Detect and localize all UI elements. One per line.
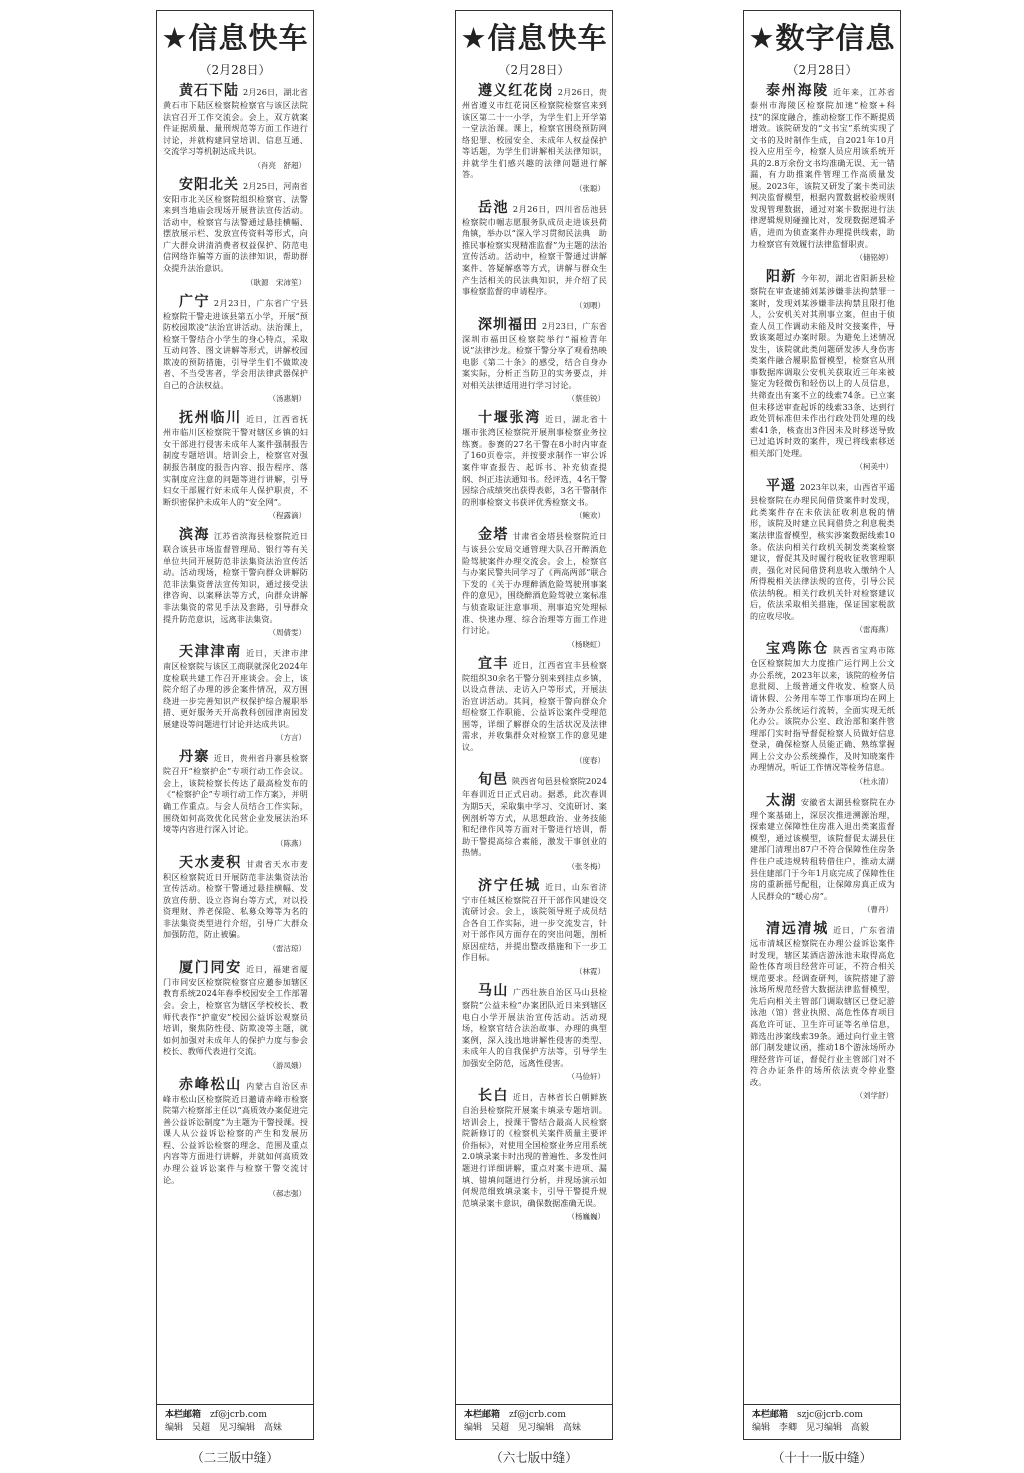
column-3-caption: （十十一版中缝）: [771, 1450, 872, 1465]
news-place: 抚州临川: [179, 410, 243, 427]
news-author: （张冬梅）: [567, 861, 605, 871]
news-body: [462, 527, 607, 636]
news-text: 2月23日，广东省深圳市福田区检察院举行“福检青年说”法律沙龙。检察干警分享了观看热映电影《第二十条》的感受，结合自身办案实际，分析正当防卫的实务要点，并对相关法律适用进行学习讨论。: [462, 320, 607, 390]
news-body: [462, 772, 607, 858]
news-author: （林霓）: [575, 966, 605, 976]
news-place: 平遥: [766, 478, 797, 495]
editors-line: 编辑 李卿 见习编辑 高毅: [752, 1422, 870, 1433]
news-body: [462, 983, 607, 1069]
news-author: （汤惠娟）: [268, 394, 306, 404]
column-footer: [456, 1404, 612, 1439]
news-item: [163, 294, 308, 406]
news-place: 岳池: [478, 199, 509, 216]
news-place: 太湖: [766, 792, 797, 809]
news-body: [163, 410, 308, 508]
news-author: （蔡佳锐）: [567, 394, 605, 404]
news-author: （游凤娥）: [268, 1060, 306, 1070]
news-place: 天津津南: [179, 644, 243, 661]
news-author: （杨晓虹）: [567, 639, 605, 649]
news-text: 江苏省滨海县检察院近日联合该县市场监督管理局、银行等有关单位共同开展防范非法集资法治宣传活动。活动现场，检察干警向群众讲解防范非法集资普法宣传知识，通过接受法律咨询、以案释法等方式，向群众讲解非法集资的常见手法及套路，引导群众提升防范意识，远离非法集资。: [163, 531, 308, 624]
news-body: [462, 878, 607, 964]
news-list: [157, 83, 313, 1200]
news-item: [163, 177, 308, 289]
news-place: 宜丰: [478, 655, 509, 672]
news-text: 广西壮族自治区马山县检察院“公益未检”办案团队近日来到辖区电白小学开展法治宣传活动。活动现场，检察官结合法治故事、办理的典型案例，深入浅出地讲解性侵害的类型、未成年人的自我保护方法等，引导学生加强安全防范，远离性侵害。: [462, 986, 607, 1068]
news-item: [462, 983, 607, 1083]
news-item: [462, 772, 607, 872]
news-body: [163, 294, 308, 392]
news-text: 甘肃省金塔县检察院近日与该县公安局交通管理大队召开醉酒危险驾驶案件办理交流会。会上，检察官与办案民警共同学习了《两高两部“联合下发的《关于办理醉酒危险驾驶刑事案件的意见》，围绕醉酒危险驾驶立案标准与侦查取证注意事项、刑事追究处理标准、快速办理、综合治理等方面工作进行讨论。: [462, 531, 607, 636]
news-author: （柯美中）: [855, 462, 893, 472]
news-author: （方言）: [276, 733, 306, 743]
news-item: [750, 269, 895, 473]
news-place: 赤峰松山: [179, 1076, 243, 1093]
news-author: （程露滴）: [268, 511, 306, 521]
news-text: 安徽省太湖县检察院在办理个案基础上，深层次推进溯源治理，探索建立保障性住房准入退出类案监督模型，通过该模型，该院督促太湖县住建部门清理出87户不符合保障性住房条件住户或违规转租转借住户，推动太湖县住建部门于今年1月底完成了保障性住房的重新摇号配租，让保障房真正成为人民群众的“暖心房”。: [750, 796, 895, 901]
news-item: [163, 960, 308, 1072]
news-body: [462, 656, 607, 754]
news-author: （杜永清）: [855, 776, 893, 786]
news-place: 泰州海陵: [766, 83, 830, 99]
news-item: [462, 83, 607, 195]
news-item: [462, 1088, 607, 1223]
news-body: [750, 83, 895, 250]
news-author: （杨巍巍）: [567, 1212, 605, 1222]
news-item: [163, 83, 308, 172]
news-text: 近日，天津市津南区检察院与该区工商联就深化2024年度检联共建工作召开座谈会。会上，该院介绍了办理的涉企案件情况，双方围绕进一步完善知识产权保护综合履职举措、更好服务天开高教科创园津南园发展建设等问题进行讨论并达成共识。: [163, 648, 309, 729]
news-text: 2023年以来，山西省平遥县检察院在办理民间借贷案件时发现，此类案件存在未依法征收利息税的情形，该院及时建立民间借贷之利息税类案法律监督模型，核实涉案数据线索10条。依法向相关行政机关制发类案检察建议，督促其及时履行税收征收管理职责，强化对民间借贷利息收入缴纳个人所得税相关法律法规的宣传，引导公民依法纳税。相关行政机关针对检察建议后，依法采取相关措施，保证国家税款的应收尽收。: [750, 482, 895, 621]
news-body: [462, 1088, 607, 1209]
news-body: [462, 317, 607, 392]
news-text: 陕西省宝鸡市陈仓区检察院加大力度推广运行网上公文办公系统，2023年以来，该院的检务信息批阅、上级普通文件收发、检察人员请休假、公务用车等工作事项均在网上公务办公系统运行流转，全面实现无纸化办公。该院办公室、政治部和案件管理部门实时指导督促检察人员做好信息登录，确保检察人员能正确、熟练掌握网上公文办公系统操作，及时知晓案件办理情况，听证工作情况等检务信息。: [750, 645, 896, 773]
news-text: 近日，福建省厦门市同安区检察院检察官应邀参加辖区教育系统2024年春季校园安全工作部署会。会上，检察官为辖区学校校长、教师代表作“护童安”校园公益诉讼观察员培训，聚焦防性侵、防欺凌等主题，就如何加强对未成年人的保护力度与参会校长、教师代表进行交流。: [163, 963, 309, 1057]
news-item: [750, 921, 895, 1102]
news-place: 旬邑: [478, 772, 509, 789]
news-author: （刘喂）: [575, 300, 605, 310]
news-body: [750, 269, 895, 459]
news-item: [163, 855, 308, 955]
news-author: （周倩雯）: [268, 628, 306, 638]
news-author: （雷海燕）: [855, 625, 893, 635]
news-body: [163, 960, 308, 1058]
news-body: [163, 644, 308, 730]
editors-line: 编辑 吴超 见习编辑 高妹: [464, 1422, 582, 1433]
news-body: [750, 921, 895, 1088]
news-place: 广宁: [179, 293, 210, 310]
news-item: [163, 749, 308, 849]
news-place: 金塔: [478, 527, 509, 544]
news-place: 滨海: [179, 527, 210, 544]
news-place: 清远清城: [766, 921, 830, 938]
news-author: （度春）: [575, 756, 605, 766]
news-text: 近日，贵州省丹寨县检察院召开“检察护企”专项行动工作会议。会上，该院检察长传达了最高检发布的《“检察护企”专项行动工作方案》，并明确工作重点。与会人员结合工作实际，围绕如何高效优化民营企业发展法治环境等内容进行深入讨论。: [163, 753, 308, 835]
news-item: [163, 527, 308, 639]
news-text: 内蒙古自治区赤峰市松山区检察院近日邀请赤峰市检察院第六检察部主任以“高质效办案促进完善公益诉讼制度”为主题为干警授课。授课人从公益诉讼检察的产生和发展历程、公益诉讼检察的理念、范围及重点内容等方面进行讲解，并就如何高质效办理公益诉讼案件与检察干警交流讨论。: [163, 1080, 309, 1185]
news-place: 济宁任城: [478, 877, 542, 894]
news-body: [462, 410, 607, 508]
column-date: （2月28日）: [498, 63, 570, 77]
news-text: 2月23日，广东省广宁县检察院干警走进该县第五小学，开展“预防校园欺凌”法治宣讲活动。法治课上，检察干警结合小学生的身心特点，采取互动问答、图文讲解等形式，讲解校园欺凌的预防措施，引导学生们不做欺凌者、不当受害者，学会用法律武器保护自己的合法权益。: [163, 297, 308, 390]
news-list: [456, 83, 612, 1223]
news-author: （鲍欢）: [575, 511, 605, 521]
email-label: 本栏邮箱: [464, 1410, 501, 1420]
news-item: [462, 410, 607, 522]
news-author: （雷沽琼）: [268, 943, 306, 953]
news-body: [750, 478, 895, 622]
news-author: （肖亮 舒超）: [253, 160, 306, 170]
news-text: 近日，吉林省长白朝鲜族自治县检察院开展案卡填录专题培训。培训会上，授课干警结合最高人民检察院新修订的《检察机关案件质量主要评价指标》，对使用全国检察业务应用系统2.0填录案卡时出现的普遍性、多发性问题进行详细讲解，重点对案卡进项、漏填、错填问题进行分析，并现场演示如何规范细致填录案卡，引导干警提升规范填录案卡意识，确保数据准确无误。: [462, 1092, 607, 1208]
email-link[interactable]: szjc@jcrb.com: [797, 1410, 863, 1420]
column-2: [455, 10, 613, 1440]
news-body: [163, 83, 308, 158]
news-item: [750, 478, 895, 636]
news-body: [163, 527, 308, 625]
news-item: [163, 644, 308, 744]
editors-line: 编辑 吴超 见习编辑 高妹: [165, 1422, 283, 1433]
news-item: [163, 1077, 308, 1200]
news-body: [750, 641, 895, 773]
news-item: [462, 656, 607, 768]
news-item: [750, 793, 895, 916]
news-author: （刘学舒）: [855, 1091, 893, 1101]
news-text: 近日，山东省济宁市任城区检察院召开干部作风建设交流研讨会。会上，该院领导班子成员结合各自工作实际，进一步交流发言，针对干部作风方面存在的突出问题，剖析原因症结，并提出整改措施和下一步工作目标。: [462, 881, 608, 963]
column-date: （2月28日）: [786, 63, 858, 77]
news-text: 2月26日，四川省岳池县检察院巾帼志愿服务队成员走进该县荷角镇，举办以“深入学习贯彻民法典 助推民事检察实现精准监督”为主题的法治宣传活动。活动中，检察干警通过讲解案件、答疑解惑等方式，讲解与群众生产生活相关的民法典知识，并介绍了民事检察监督的申请程序。: [462, 203, 607, 297]
news-item: [462, 317, 607, 406]
news-body: [163, 855, 308, 941]
email-label: 本栏邮箱: [165, 1410, 202, 1420]
news-author: （储铭婷）: [855, 253, 893, 263]
news-text: 2月26日，贵州省遵义市红花岗区检察院检察官来到该区第二十一小学，为学生们上开学第一堂法治课。课上，检察官围绕预防网络犯罪、校园安全、未成年人权益保护等话题，为学生们讲解相关法律知识，并就学生们感兴趣的法律问题进行解答。: [462, 87, 607, 180]
column-3: [743, 10, 901, 1440]
news-item: [750, 641, 895, 787]
news-place: 厦门同安: [179, 959, 243, 976]
news-body: [462, 83, 607, 181]
news-text: 近日，广东省清远市清城区检察院在办理公益诉讼案件时发现，辖区某酒店游泳池未取得高危险性体育项目经营许可证，不符合相关规范要求。经调查研判，该院搭建了游泳场所规范经营大数据法律监督模型，先后向相关主管部门调取辖区已登记游泳池（馆）营业执照、高危性体育项目高危许可证、卫生许可证等名单信息，筛选出涉案线索39条。通过向行业主管部门制发建议函，推动18个游泳场所办理经营许可证，督促行业主管部门对不符合办证条件的场所依法责令停业整改。: [750, 925, 896, 1087]
news-place: 丹寨: [179, 749, 210, 766]
news-text: 近日，湖北省十堰市张湾区检察院开展刑事检察业务拉练赛。参赛的27名干警在8小时内审查了160页卷宗，并按要求制作一审公诉案件审查报告、起诉书、补充侦查提纲、纠正违法通知书。经评选，4名干警因综合成绩突出获得表彰，3名干警制作的刑事检察文书获评优秀检察文书。: [462, 414, 608, 507]
news-place: 黄石下陆: [179, 83, 240, 99]
news-item: [462, 878, 607, 978]
column-1-caption: （二三版中缝）: [191, 1450, 279, 1465]
news-item: [462, 527, 607, 650]
news-place: 安阳北关: [179, 176, 240, 193]
news-author: （郝志强）: [268, 1189, 306, 1199]
news-author: （张聪）: [575, 183, 605, 193]
news-body: [163, 749, 308, 835]
news-author: （曹丹）: [863, 905, 893, 915]
news-item: [462, 200, 607, 312]
news-item: [750, 83, 895, 264]
column-footer: [744, 1404, 900, 1439]
news-place: 遵义红花岗: [478, 83, 554, 99]
news-item: [163, 410, 308, 522]
news-place: 阳新: [766, 269, 797, 286]
news-list: [744, 83, 900, 1102]
column-header: ★信息快车: [460, 21, 608, 55]
news-place: 宝鸡陈仓: [766, 641, 830, 658]
column-1: [156, 10, 314, 1440]
news-place: 十堰张湾: [478, 410, 542, 427]
column-footer: [157, 1404, 313, 1439]
news-body: [163, 177, 308, 275]
news-text: 2月26日，湖北省黄石市下陆区检察院检察官与该区法院法官召开工作交流会。会上，双方就案件证据质量、量刑规范等方面工作进行讨论，并就构建同堂培训、信息互通、交流学习等机制达成共识。: [163, 87, 308, 157]
news-text: 陕西省旬邑县检察院2024年春训近日正式启动。据悉，此次春训为期5天，采取集中学习、交流研讨、案例剖析等方式，从思想政治、业务技能和纪律作风等方面对干警进行培训，帮助干警提高综合素能，激发干事创业的热情。: [462, 776, 607, 858]
news-body: [750, 793, 895, 902]
news-author: （马俭轩）: [567, 1072, 605, 1082]
column-header: ★数字信息: [748, 21, 896, 55]
email-link[interactable]: zf@jcrb.com: [210, 1410, 267, 1420]
email-label: 本栏邮箱: [752, 1410, 789, 1420]
column-date: （2月28日）: [199, 63, 271, 77]
email-link[interactable]: zf@jcrb.com: [509, 1410, 566, 1420]
news-author: （耿源 宋沛笙）: [246, 277, 306, 287]
news-place: 长白: [478, 1088, 509, 1105]
news-text: 近日，江西省抚州市临川区检察院干警对辖区乡镇的妇女干部进行侵害未成年人案件强制报告制度专题培训。培训会上，检察官对强制报告制度的报告内容、报告程序、落实制度应注意的问题等进行讲解，引导妇女干部履行好未成年人保护职责，不断织密保护未成年人的“安全网”。: [163, 414, 309, 507]
news-text: 近日，江西省宜丰县检察院组织30余名干警分别来到挂点乡镇，以设点普法、走访入户等形式，开展法治宣讲活动。其间，检察干警向群众介绍检察工作职能、公益诉讼案件受理范围等，详细了解群众的生活状况及法律需求，并收集群众对检察工作的意见建议。: [462, 659, 607, 752]
news-place: 深圳福田: [478, 316, 539, 333]
news-text: 近年来，江苏省泰州市海陵区检察院加速“检察+科技”的深度融合，推动检察工作不断提质增效。该院研发的“文书宝”系统实现了文书的及时制作生成，自2021年10月投入应用至今，检察人员应用该系统开具的2.8万余份文书均准确无误、无一错漏，有力助推案件管理工作高质量发展。2023年，该院又研发了案卡类司法判决监督模型，根据内置数据校验规则发现管理数据，通过对案卡数据进行法律逻辑规则碰撞比对，发现数据逻辑矛盾，进而为侦查案件办理提供线索，助力检察官有效履行法律监督职责。: [750, 87, 896, 249]
news-place: 马山: [478, 982, 509, 999]
news-body: [462, 200, 607, 298]
column-header: ★信息快车: [161, 21, 309, 55]
news-place: 天水麦积: [179, 854, 243, 871]
news-author: （陈燕）: [276, 838, 306, 848]
news-text: 今年初，湖北省阳新县检察院在审查逮捕刘某涉嫌非法拘禁罪一案时，发现刘某涉嫌非法拘禁且限打他人，公安机关对其刑事立案，但由于侦查人员工作调动未能及时交接案件，导致该案超过办案时限。为避免上述情况发生，该院就此类问题研发涉人身伤害类案件融合履职监督模型，检察官从刑事数据库调取公安机关获取近三年来被鉴定为轻微伤和轻伤以上的人员信息，共筛查出有案不立的线索74条。已立案但未移送审查起诉的线索33条、达到行政处罚标准但未作出行政处罚处理的线索41条，核查出3件因未及时移送导致已过追诉时效的案件，现已将线索移送相关部门处理。: [750, 273, 895, 458]
column-2-caption: （六七版中缝）: [490, 1450, 578, 1465]
news-body: [163, 1077, 308, 1186]
news-text: 2月25日，河南省安阳市北关区检察院组织检察官、法警来到当地庙会现场开展普法宣传活动。活动中，检察官与法警通过悬挂横幅、摆放展示栏、发放宣传资料等形式，向广大群众讲清消费者权益保护、防范电信网络诈骗等方面的法律知识，帮助群众提升法治意识。: [163, 180, 308, 274]
news-text: 甘肃省天水市麦积区检察院近日开展防范非法集资法治宣传活动。检察干警通过悬挂横幅、发放宣传册、设立咨询台等方式，对以投资理财、养老保险、私募众筹等为名的非法集资类型进行介绍，引导广大群众加强防范，防止被骗。: [163, 858, 309, 940]
